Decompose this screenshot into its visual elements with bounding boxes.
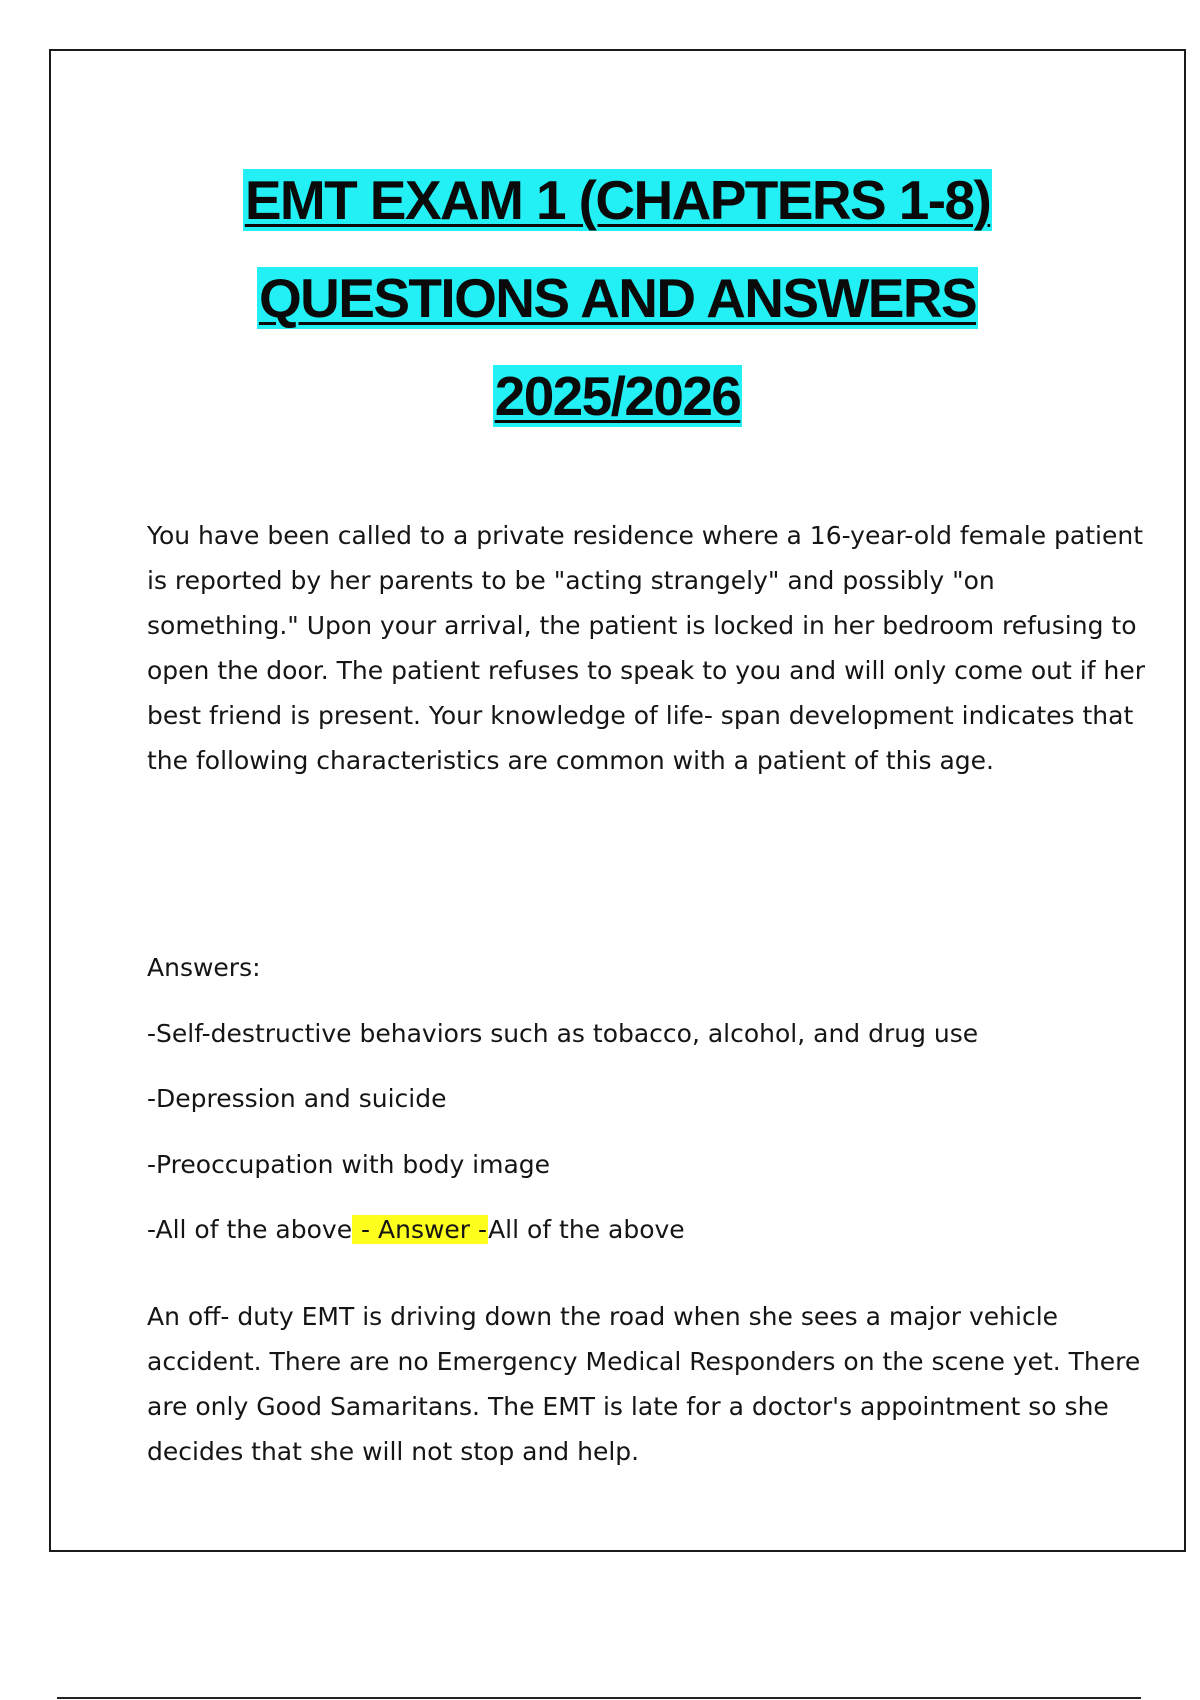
document-title <box>51 151 1184 445</box>
title-line-1 <box>51 151 1184 249</box>
answers-label: Answers: <box>147 953 261 982</box>
answer-option-2: -Depression and suicide <box>147 1084 447 1113</box>
page-frame <box>49 49 1186 1552</box>
title-line-2-text: QUESTIONS AND ANSWERS <box>258 267 977 329</box>
answer-option-3: -Preoccupation with body image <box>147 1150 551 1179</box>
answer-option-4-row <box>147 1207 685 1252</box>
question-2-text: An off- duty EMT is driving down the road when she sees a major vehicle accident. There are no Emergency Medical Responders on the scene yet. There are only Good Samaritans. The EMT is late for a doctor's appointment so she decides that she will not stop and help. <box>147 1302 1141 1466</box>
question-1-text: You have been called to a private residence where a 16-year-old female patient is reported by her parents to be "acting strangely" and possibly "on something." Upon your arrival, the patient is locked in her bedroom refusing to open the door. The patient refuses to speak to you and will only come out if her best friend is present. Your knowledge of life- span development indicates that the following characteristics are common with a patient of this age. <box>147 521 1145 775</box>
correct-answer: All of the above <box>488 1215 685 1244</box>
title-line-2 <box>51 249 1184 347</box>
title-line-3 <box>51 347 1184 445</box>
answer-option-1: -Self-destructive behaviors such as tobacco, alcohol, and drug use <box>147 1019 979 1048</box>
answer-option-4: -All of the above <box>147 1215 353 1244</box>
bottom-divider <box>57 1697 1141 1699</box>
title-line-3-text: 2025/2026 <box>494 365 741 427</box>
title-line-1-text: EMT EXAM 1 (CHAPTERS 1-8) <box>244 169 991 231</box>
answer-marker-highlight: - Answer - <box>353 1215 488 1244</box>
